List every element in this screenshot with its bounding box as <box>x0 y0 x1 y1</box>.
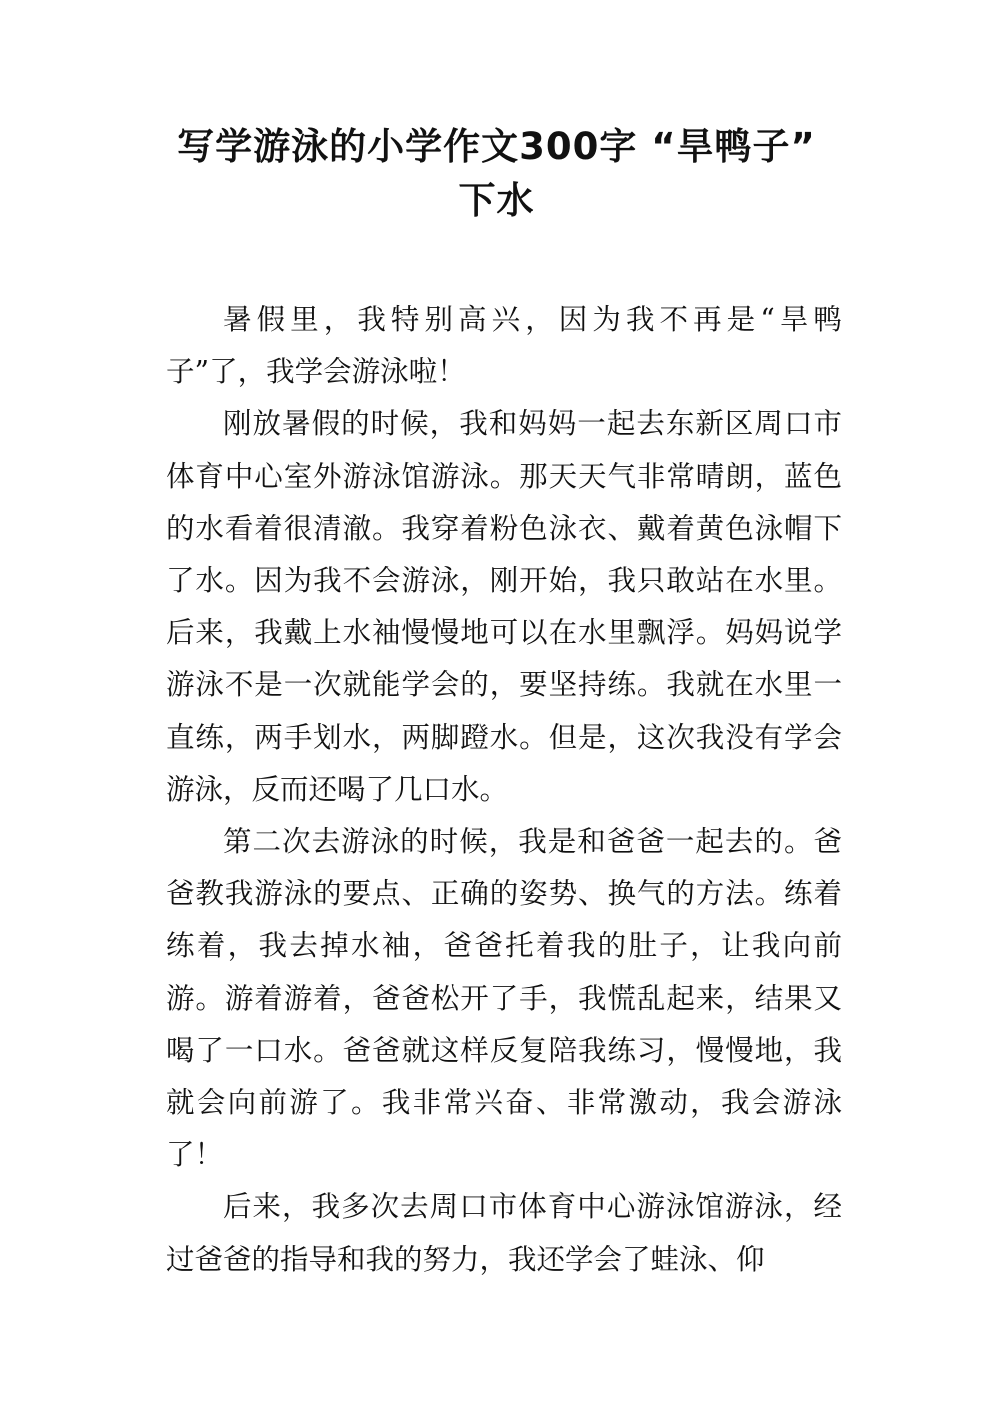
essay-body <box>166 294 842 1286</box>
paragraph-1: 暑假里，我特别高兴，因为我不再是“旱鸭子”了，我学会游泳啦！ <box>166 303 842 389</box>
paragraph-2: 刚放暑假的时候，我和妈妈一起去东新区周口市体育中心室外游泳馆游泳。那天天气非常晴朗，蓝色的水看着很清澈。我穿着粉色泳衣、戴着黄色泳帽下了水。因为我不会游泳，刚开始，我只敢站在水里。后来，我戴上水袖慢慢地可以在水里飘浮。妈妈说学游泳不是一次就能学会的，要坚持练。我就在水里一直练，两手划水，两脚蹬水。但是，这次我没有学会游泳，反而还喝了几口水。 <box>166 407 842 806</box>
title-line-2: 下水 <box>458 179 535 222</box>
paragraph-3: 第二次去游泳的时候，我是和爸爸一起去的。爸爸教我游泳的要点、正确的姿势、换气的方法。练着练着，我去掉水袖，爸爸托着我的肚子，让我向前游。游着游着，爸爸松开了手，我慌乱起来，结果又喝了一口水。爸爸就这样反复陪我练习，慢慢地，我就会向前游了。我非常兴奋、非常激动，我会游泳了！ <box>166 825 842 1172</box>
title-line-1: 写学游泳的小学作文300字 “旱鸭子” <box>177 125 816 168</box>
paragraph-4: 后来，我多次去周口市体育中心游泳馆游泳，经过爸爸的指导和我的努力，我还学会了蛙泳、仰 <box>166 1190 842 1276</box>
document-title <box>150 120 843 228</box>
